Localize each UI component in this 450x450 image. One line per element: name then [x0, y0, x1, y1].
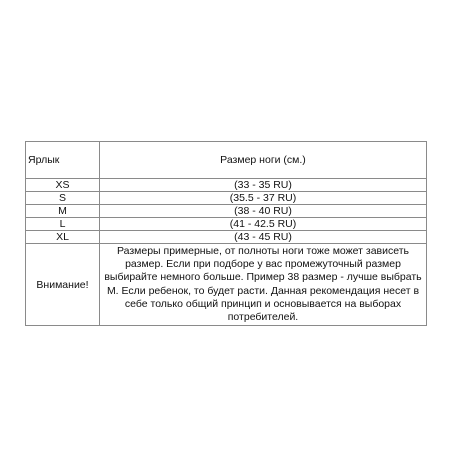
table-row-l — [26, 218, 427, 231]
size-label-cell: XS — [26, 179, 100, 192]
header-label-cell: Ярлык — [26, 142, 100, 179]
size-range-cell: (33 - 35 RU) — [100, 179, 427, 192]
size-range-cell: (38 - 40 RU) — [100, 205, 427, 218]
note-title-cell: Внимание! — [26, 244, 100, 326]
size-label-cell: M — [26, 205, 100, 218]
table-row-xs — [26, 179, 427, 192]
header-foot-size-cell: Размер ноги (см.) — [100, 142, 427, 179]
size-range-cell: (35.5 - 37 RU) — [100, 192, 427, 205]
size-label-cell: S — [26, 192, 100, 205]
size-chart-table — [25, 141, 427, 326]
size-range-cell: (41 - 42.5 RU) — [100, 218, 427, 231]
table-row-xl — [26, 231, 427, 244]
table-row-s — [26, 192, 427, 205]
table-row-note — [26, 244, 427, 326]
note-text-cell: Размеры примерные, от полноты ноги тоже может зависеть размер. Если при подборе у вас промежуточный размер выбирайте немного больше. Пример 38 размер - лучше выбрать М. Если ребенок, то будет расти. Данная рекомендация несет в себе только общий принцип и основывается на выборах потребителей. — [100, 244, 427, 326]
table-header-row — [26, 142, 427, 179]
size-label-cell: L — [26, 218, 100, 231]
size-range-cell: (43 - 45 RU) — [100, 231, 427, 244]
table-row-m — [26, 205, 427, 218]
size-label-cell: XL — [26, 231, 100, 244]
